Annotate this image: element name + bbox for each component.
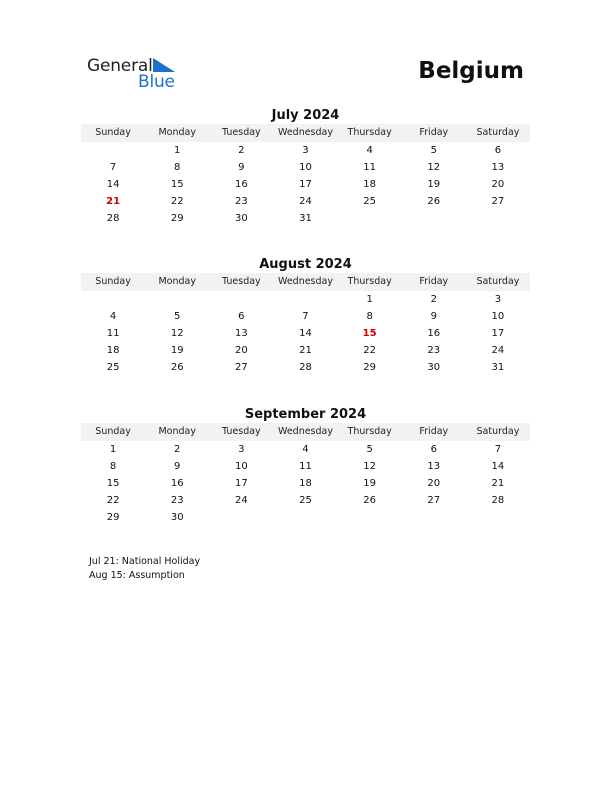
- day-cell: 9: [174, 461, 181, 472]
- day-cell: 18: [299, 478, 312, 489]
- week-row: [81, 509, 530, 526]
- day-cell: 4: [109, 311, 117, 322]
- week-row: [81, 159, 530, 176]
- day-cell: 17: [234, 478, 248, 489]
- day-cell: [209, 509, 273, 526]
- day-cell: 23: [234, 196, 248, 207]
- day-cell: 29: [170, 213, 184, 224]
- week-row: [81, 176, 530, 193]
- day-cell: 6: [238, 311, 245, 322]
- weekday-label: Monday: [158, 276, 196, 287]
- day-cell: 26: [363, 495, 376, 506]
- day-cell: 8: [174, 162, 181, 173]
- week-row: [81, 210, 530, 227]
- day-cell: 17: [299, 179, 312, 190]
- weekday-label: Sunday: [95, 127, 131, 138]
- logo-general-text: General: [87, 56, 153, 76]
- week-row: [81, 475, 530, 492]
- week-row: [81, 492, 530, 509]
- day-cell: [81, 142, 145, 159]
- logo: [87, 56, 187, 92]
- day-cell: 4: [366, 145, 373, 156]
- day-cell: [209, 291, 273, 308]
- day-cell: 3: [302, 145, 309, 156]
- day-cell: 20: [234, 345, 248, 356]
- weekday-label: Saturday: [476, 426, 520, 437]
- weekday-label: Monday: [158, 426, 196, 437]
- logo-blue-text: Blue: [138, 72, 175, 92]
- day-cell: 2: [174, 444, 181, 455]
- weekday-label: Monday: [158, 127, 196, 138]
- month-title: September 2024: [244, 407, 367, 422]
- day-cell: 14: [491, 461, 505, 472]
- month-calendar: [81, 256, 530, 376]
- day-cell: 25: [299, 495, 312, 506]
- month-calendar: [81, 107, 530, 227]
- day-cell: 14: [299, 328, 312, 339]
- weekday-label: Sunday: [95, 426, 131, 437]
- day-cell: 13: [491, 162, 505, 173]
- day-cell: 31: [299, 213, 312, 224]
- day-cell: 13: [234, 328, 248, 339]
- week-row: [81, 142, 530, 159]
- day-cell: 3: [494, 294, 502, 305]
- day-cell: 7: [109, 162, 117, 173]
- day-cell: [466, 210, 530, 227]
- day-cell: 28: [106, 213, 120, 224]
- month-title: July 2024: [271, 108, 340, 123]
- day-cell: [273, 291, 337, 308]
- day-cell: 2: [430, 294, 437, 305]
- day-cell: 5: [366, 444, 373, 455]
- day-cell: [466, 509, 530, 526]
- day-cell: 1: [174, 145, 181, 156]
- day-cell: 9: [238, 162, 245, 173]
- month-title: August 2024: [259, 257, 352, 272]
- day-cell: 23: [170, 495, 184, 506]
- weekday-label: Thursday: [347, 127, 392, 138]
- day-cell: 11: [363, 162, 376, 173]
- weekday-label: Thursday: [347, 276, 392, 287]
- day-cell: 17: [491, 328, 505, 339]
- day-cell: [402, 509, 466, 526]
- day-cell: [338, 509, 402, 526]
- day-cell: 21: [106, 196, 121, 207]
- day-cell: 15: [106, 478, 120, 489]
- weekday-header: [81, 124, 530, 142]
- day-cell: 13: [427, 461, 441, 472]
- day-cell: 22: [106, 495, 120, 506]
- week-row: [81, 359, 530, 376]
- weekday-label: Friday: [419, 426, 449, 437]
- weekday-header: [81, 423, 530, 441]
- day-cell: 14: [106, 179, 120, 190]
- weekday-label: Tuesday: [222, 127, 261, 138]
- day-cell: [402, 210, 466, 227]
- day-cell: 29: [363, 362, 376, 373]
- day-cell: 18: [106, 345, 120, 356]
- day-cell: 24: [234, 495, 248, 506]
- holiday-notes: [89, 555, 200, 583]
- day-cell: [145, 291, 209, 308]
- week-row: [81, 325, 530, 342]
- day-cell: 30: [234, 213, 248, 224]
- day-cell: 19: [170, 345, 184, 356]
- weekday-label: Saturday: [476, 276, 520, 287]
- day-cell: 20: [491, 179, 505, 190]
- day-cell: 6: [430, 444, 437, 455]
- day-cell: 16: [170, 478, 184, 489]
- day-cell: 21: [299, 345, 312, 356]
- weekday-label: Friday: [419, 127, 449, 138]
- day-cell: 27: [234, 362, 248, 373]
- day-cell: 29: [106, 512, 120, 523]
- day-cell: 26: [170, 362, 184, 373]
- day-cell: 1: [109, 444, 117, 455]
- day-cell: 19: [363, 478, 376, 489]
- weekday-label: Wednesday: [277, 276, 333, 287]
- day-cell: 30: [170, 512, 184, 523]
- day-cell: 12: [427, 162, 441, 173]
- day-cell: 21: [491, 478, 505, 489]
- day-cell: 30: [427, 362, 441, 373]
- day-cell: 10: [299, 162, 312, 173]
- weekday-label: Wednesday: [277, 127, 333, 138]
- day-cell: [273, 509, 337, 526]
- day-cell: 10: [491, 311, 505, 322]
- weekday-label: Wednesday: [277, 426, 333, 437]
- day-cell: 20: [427, 478, 441, 489]
- day-cell: 23: [427, 345, 441, 356]
- day-cell: 26: [427, 196, 441, 207]
- day-cell: 27: [491, 196, 505, 207]
- day-cell: 15: [170, 179, 184, 190]
- day-cell: 24: [491, 345, 505, 356]
- weekday-label: Tuesday: [222, 426, 261, 437]
- logo-triangle-icon: [153, 58, 175, 72]
- day-cell: 1: [366, 294, 373, 305]
- day-cell: 5: [430, 145, 437, 156]
- day-cell: 10: [234, 461, 248, 472]
- holiday-note: Jul 21: National Holiday: [89, 556, 201, 567]
- day-cell: 15: [362, 328, 377, 339]
- day-cell: 12: [363, 461, 376, 472]
- day-cell: [338, 210, 402, 227]
- week-row: [81, 193, 530, 210]
- weekday-label: Sunday: [95, 276, 131, 287]
- day-cell: 24: [299, 196, 312, 207]
- day-cell: 7: [494, 444, 502, 455]
- month-calendar: [81, 406, 530, 526]
- day-cell: 31: [491, 362, 505, 373]
- weekday-label: Thursday: [347, 426, 392, 437]
- day-cell: 28: [299, 362, 312, 373]
- day-cell: 12: [170, 328, 184, 339]
- day-cell: 16: [427, 328, 441, 339]
- day-cell: 11: [299, 461, 312, 472]
- day-cell: 11: [106, 328, 120, 339]
- day-cell: 7: [302, 311, 309, 322]
- day-cell: 22: [363, 345, 376, 356]
- day-cell: 2: [238, 145, 245, 156]
- weekday-label: Friday: [419, 276, 449, 287]
- day-cell: 25: [363, 196, 376, 207]
- weekday-header: [81, 273, 530, 291]
- week-row: [81, 441, 530, 458]
- day-cell: 16: [234, 179, 248, 190]
- country-title: Belgium: [418, 58, 524, 84]
- week-row: [81, 458, 530, 475]
- day-cell: 22: [170, 196, 184, 207]
- day-cell: 4: [302, 444, 309, 455]
- day-cell: 8: [366, 311, 373, 322]
- day-cell: 19: [427, 179, 441, 190]
- day-cell: 18: [363, 179, 376, 190]
- holiday-note: Aug 15: Assumption: [89, 570, 185, 581]
- day-cell: 9: [430, 311, 437, 322]
- day-cell: [81, 291, 145, 308]
- day-cell: 25: [106, 362, 120, 373]
- day-cell: 3: [238, 444, 245, 455]
- week-row: [81, 291, 530, 308]
- weekday-label: Tuesday: [222, 276, 261, 287]
- weekday-label: Saturday: [476, 127, 520, 138]
- day-cell: 8: [109, 461, 117, 472]
- day-cell: 5: [174, 311, 181, 322]
- day-cell: 28: [491, 495, 505, 506]
- day-cell: 6: [494, 145, 502, 156]
- day-cell: 27: [427, 495, 441, 506]
- week-row: [81, 342, 530, 359]
- week-row: [81, 308, 530, 325]
